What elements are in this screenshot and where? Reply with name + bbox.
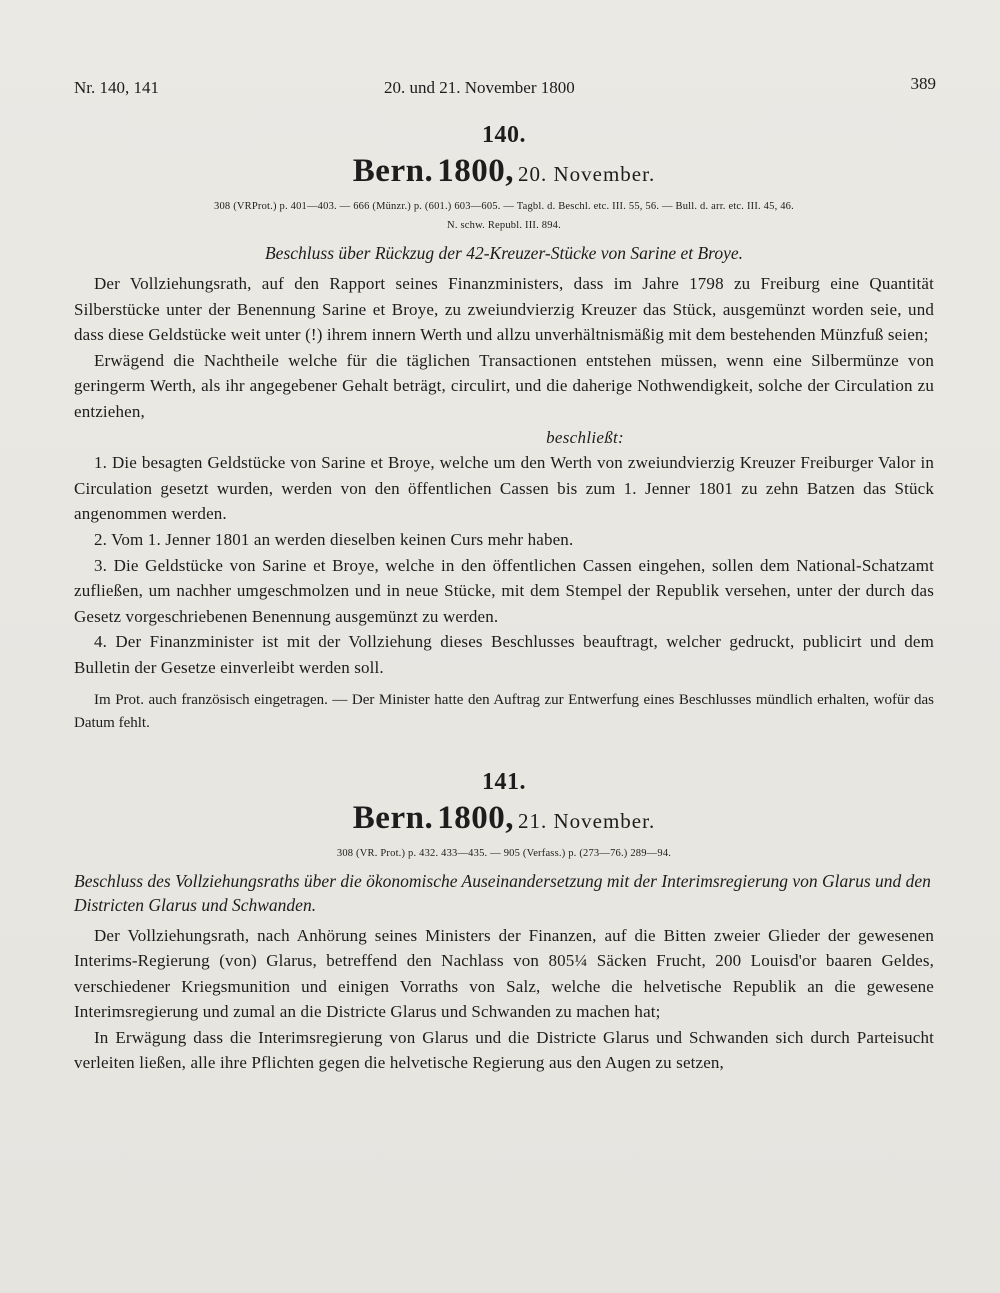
body-paragraph: Der Vollziehungsrath, nach Anhörung seines Ministers der Finanzen, auf die Bitten zweier Glieder der gewesenen Interims-Regierung (von) Glarus, betreffend den Nachlass von 805¼ Säcken Frucht, 200 Louisd'or baaren Geldes, verschiedener Kriegsmunition und einigen Vorraths von Salz, welche die helvetische Republik an die gewesene Interimsregierung und zumal an die Districte Glarus und Schwanden zu machen hat;	[74, 925, 934, 1022]
source-line: 308 (VRProt.) p. 401—403. — 666 (Münzr.) p. (601.) 603—605. — Tagbl. d. Beschl. etc. III. 55, 56. — Bull. d. arr. etc. III. 45, 46.	[214, 201, 794, 212]
place: Bern.	[352, 153, 434, 189]
body-paragraph: In Erwägung dass die Interimsregierung von Glarus und die Districte Glarus und Schwanden sich durch Parteisucht verleiten ließen, alle ihre Pflichten gegen die helvetische Regierung aus den Augen zu setzen,	[74, 1027, 934, 1073]
doc-number: 140.	[482, 122, 526, 148]
source-references	[74, 197, 934, 235]
source-line: N. schw. Republ. III. 894.	[447, 220, 561, 231]
editorial-note: Im Prot. auch französisch eingetragen. — Der Minister hatte den Auftrag zur Entwerfung eines Beschlusses mündlich erhalten, wofür das Datum fehlt.	[74, 691, 934, 731]
date: 20. November.	[517, 162, 656, 186]
section-gap	[74, 735, 934, 769]
page-content	[74, 72, 934, 1076]
running-head-date: 20. und 21. November 1800	[384, 78, 575, 97]
doc-title: Beschluss des Vollziehungsraths über die ökonomische Auseinandersetzung mit der Interimsregierung von Glarus und den Districten Glarus und Schwanden.	[74, 870, 931, 915]
date: 21. November.	[517, 808, 656, 833]
document-141	[74, 769, 934, 1077]
resolves-heading: beschließt:	[546, 427, 624, 447]
running-head	[74, 72, 934, 102]
place: Bern.	[352, 799, 434, 836]
document-140	[74, 122, 934, 735]
body-paragraph: Erwägend die Nachtheile welche für die täglichen Transactionen entstehen müssen, wenn eine Silbermünze von geringerm Werth, als ihr angegebener Gehalt beträgt, circulirt, und die daherige Nothwendigkeit, solche der Circulation zu entziehen,	[74, 350, 934, 421]
source-line: 308 (VR. Prot.) p. 432. 433—435. — 905 (Verfass.) p. (273—76.) 289—94.	[336, 847, 672, 859]
resolution-item: 1. Die besagten Geldstücke von Sarine et Broye, welche um den Werth von zweiundvierzig Kreuzer Freiburger Valor in Circulation gesetzt wurden, werden von den öffentlichen Cassen bis zum 1. Jenner 1801 zu zehn Batzen das Stück angenommen werden.	[74, 453, 934, 524]
doc-number: 141.	[482, 768, 526, 795]
running-head-doc-numbers: Nr. 140, 141	[74, 78, 159, 97]
page-number: 389	[910, 74, 936, 93]
body-paragraph: Der Vollziehungsrath, auf den Rapport seines Finanzministers, dass im Jahre 1798 zu Freiburg eine Quantität Silberstücke unter der Benennung Sarine et Broye, zu zweiundvierzig Kreuzer das Stück, ausgemünzt worden seie, und dass diese Geldstücke weit unter (!) ihrem innern Werth und allzu unverhältnismäßig mit dem bestehenden Münzfuß seien;	[74, 274, 934, 345]
year: 1800,	[437, 153, 514, 189]
place-date-heading	[74, 153, 934, 190]
resolution-item: 3. Die Geldstücke von Sarine et Broye, welche in den öffentlichen Cassen eingehen, sollen dem National-Schatzamt zufließen, um nachher umgeschmolzen und in neue Stücke, mit dem Stempel der Republik versehen, unter der durch das Gesetz vorgeschriebenen Benennung ausgemünzt zu werden.	[74, 555, 934, 626]
place-date-heading	[74, 800, 934, 837]
doc-title: Beschluss über Rückzug der 42-Kreuzer-Stücke von Sarine et Broye.	[264, 243, 743, 263]
source-references	[74, 844, 934, 863]
resolution-item: 2. Vom 1. Jenner 1801 an werden dieselben keinen Curs mehr haben.	[94, 529, 574, 549]
year: 1800,	[437, 799, 514, 836]
resolution-item: 4. Der Finanzminister ist mit der Vollziehung dieses Beschlusses beauftragt, welcher gedruckt, publicirt und dem Bulletin der Gesetze einverleibt werden soll.	[74, 632, 934, 677]
